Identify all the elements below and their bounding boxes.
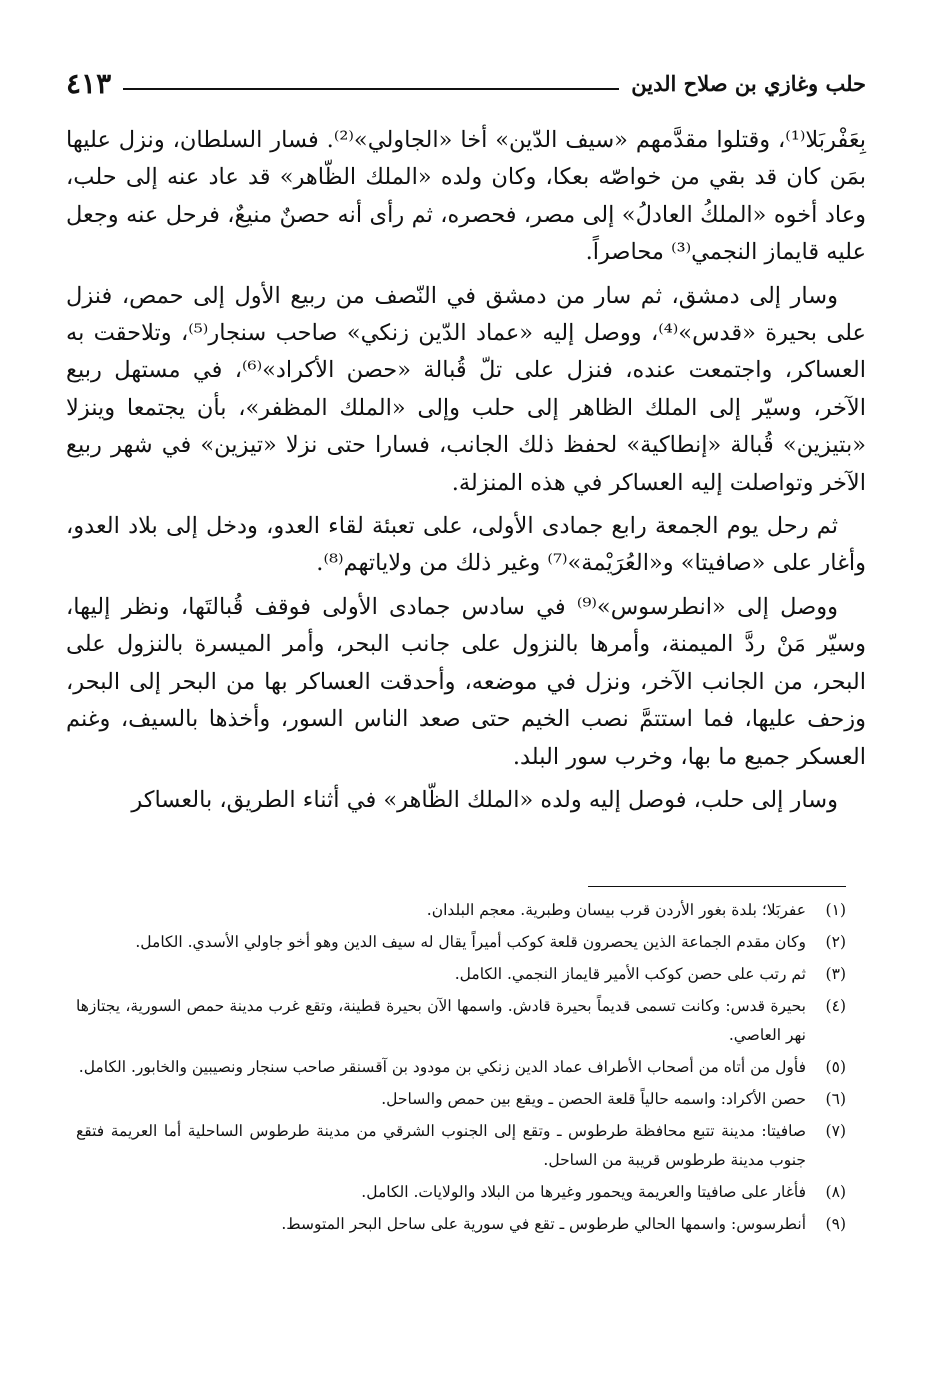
footnote-text: وكان مقدم الجماعة الذين يحصرون قلعة كوكب أميراً يقال له سيف الدين وهو أخو جاولي الأسدي. الكامل.: [135, 933, 806, 951]
paragraph: بِعَفْربَلا⁽¹⁾، وقتلوا مقدَّمهم «سيف الدّين» أخا «الجاولي»⁽²⁾. فسار السلطان، ونزل عليها بمَن كان قد بقي من خواصّه بعكا، وكان ولده «الملك الظّاهر» قد عاد عنه إلى حلب، وعاد أخوه «الملكُ العادلُ» إلى مصر، فحصره، ثم رأى أنه حصنٌ منيعٌ، فرحل عنه وجعل عليه قايماز النجمي⁽³⁾ محاصراً.: [66, 127, 866, 266]
footnote-number: (٤): [825, 997, 846, 1015]
footnote-number: (٥): [825, 1058, 846, 1076]
footnote-number: (٣): [825, 965, 846, 983]
footnote: [76, 1210, 846, 1239]
main-text: [66, 122, 866, 825]
footnote: [76, 960, 846, 989]
footnote-text: فأول من أتاه من أصحاب الأطراف عماد الدين زنكي بن مودود بن آقسنقر صاحب سنجار ونصيبين والخابور. الكامل.: [78, 1058, 806, 1076]
footnote-text: حصن الأكراد: واسمه حالياً قلعة الحصن ـ ويقع بين حمص والساحل.: [381, 1090, 806, 1108]
footnote: [76, 928, 846, 957]
footnote-separator: [588, 886, 846, 887]
page-number: ٤١٣: [66, 67, 112, 100]
footnote-number: (٩): [825, 1215, 846, 1233]
footnote-number: (٢): [825, 933, 846, 951]
footnote: [76, 1117, 846, 1175]
running-header: [66, 60, 866, 100]
header-rule: [123, 88, 619, 90]
footnote-text: صافيتا: مدينة تتبع محافظة طرطوس ـ وتقع إلى الجنوب الشرقي من مدينة طرطوس الساحلية أما العريمة فتقع جنوب مدينة طرطوس قريبة من الساحل.: [76, 1122, 806, 1169]
paragraph: وسار إلى دمشق، ثم سار من دمشق في النّصف من ربيع الأول إلى حمص، فنزل على بحيرة «قدس»⁽⁴⁾، ووصل إليه «عماد الدّين زنكي» صاحب سنجار⁽⁵⁾، وتلاحقت به العساكر، واجتمعت عنده، فنزل على تلّ قُبالة «حصن الأكراد»⁽⁶⁾، في مستهل ربيع الآخر، وسيّر إلى الملك الظاهر إلى حلب وإلى «الملك المظفر»، بأن يجتمعا وينزلا «بتيزين» قُبالة «إنطاكية» لحفظ ذلك الجانب، فسارا حتى نزلا «تيزين» في شهر ربيع الآخر وتواصلت إليه العساكر في هذه المنزلة.: [66, 282, 866, 496]
footnote-text: بحيرة قدس: وكانت تسمى قديماً بحيرة قادش. واسمها الآن بحيرة قطينة، وتقع غرب مدينة حمص السورية، يجتازها نهر العاصي.: [76, 997, 806, 1044]
footnote: [76, 1085, 846, 1114]
footnote-number: (٧): [825, 1122, 846, 1140]
footnote: [76, 896, 846, 925]
footnotes: [76, 896, 846, 1242]
footnote-number: (٨): [825, 1183, 846, 1201]
paragraph: ووصل إلى «انطرسوس»⁽⁹⁾ في سادس جمادى الأولى فوقف قُبالتَها، ونظر إليها، وسيّر مَنْ ردَّ الميمنة، وأمرها بالنزول على جانب البحر، وأمر الميسرة بالنزول على البحر، من الجانب الآخر، ونزل في موضعه، وأحدقت العساكر بها من البحر إلى البحر، وزحف عليها، فما استتمَّ نصب الخيم حتى صعد الناس السور، وأخذها بالسيف، وغنم العسكر جميع ما بها، وخرب سور البلد.: [66, 593, 866, 770]
paragraph: وسار إلى حلب، فوصل إليه ولده «الملك الظّاهر» في أثناء الطريق، بالعساكر: [131, 786, 838, 813]
footnote-number: (٦): [825, 1090, 846, 1108]
footnote-text: أنطرسوس: واسمها الحالي طرطوس ـ تقع في سورية على ساحل البحر المتوسط.: [281, 1215, 806, 1233]
footnote-number: (١): [825, 901, 846, 919]
footnote-text: عفربَلا؛ بلدة بغور الأردن قرب بيسان وطبرية. معجم البلدان.: [426, 901, 806, 919]
footnote: [76, 1178, 846, 1207]
footnote-text: ثم رتب على حصن كوكب الأمير قايماز النجمي. الكامل.: [454, 965, 806, 983]
footnote-text: فأغار على صافيتا والعريمة ويحمور وغيرها من البلاد والولايات. الكامل.: [361, 1183, 806, 1201]
running-title: حلب وغازي بن صلاح الدين: [631, 71, 866, 96]
paragraph: ثم رحل يوم الجمعة رابع جمادى الأولى، على تعبئة لقاء العدو، ودخل إلى بلاد العدو، وأغار على «صافيتا» و«العُرَيْمة»⁽⁷⁾ وغير ذلك من ولاياتهم⁽⁸⁾.: [66, 513, 866, 577]
footnote: [76, 1053, 846, 1082]
footnote: [76, 992, 846, 1050]
